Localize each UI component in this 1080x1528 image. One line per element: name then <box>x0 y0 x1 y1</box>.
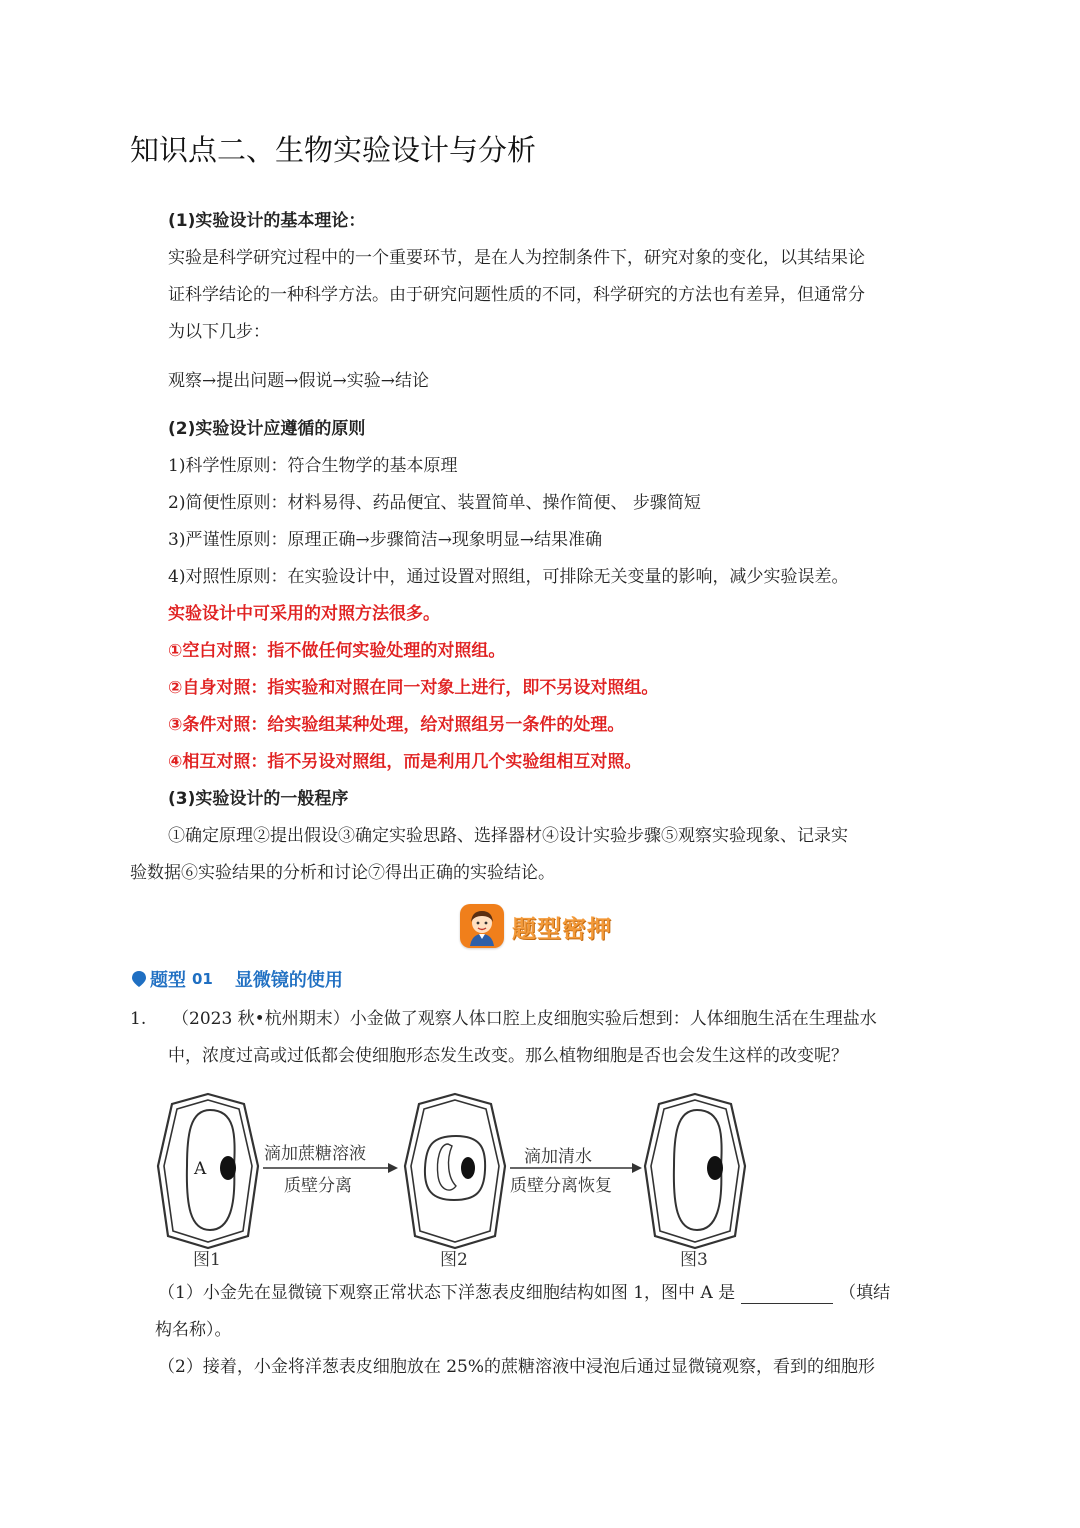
arrow2-bottom-label: 质壁分离恢复 <box>510 1176 612 1196</box>
banner-title: 题型密押 <box>512 914 612 943</box>
answer-blank[interactable] <box>741 1287 833 1304</box>
principle-3: 3)严谨性原则：原理正确→步骤简洁→现象明显→结果准确 <box>168 530 603 550</box>
caption-figure-2: 图2 <box>440 1250 468 1270</box>
type-label: 题型 <box>150 970 186 991</box>
subquestion-1-tail: （填结 <box>839 1283 891 1303</box>
control-method-condition: ③条件对照：给实验组某种处理，给对照组另一条件的处理。 <box>168 715 625 735</box>
question-line-2: 中，浓度过高或过低都会使细胞形态发生改变。那么植物细胞是否也会发生这样的改变呢？ <box>168 1046 848 1066</box>
section1-steps: 观察→提出问题→假说→实验→结论 <box>168 371 429 391</box>
section3-line-2: 验数据⑥实验结果的分析和讨论⑦得出正确的实验结论。 <box>130 863 555 883</box>
type-heading <box>130 966 343 992</box>
subquestion-1-line-2: 构名称）。 <box>155 1320 232 1340</box>
subquestion-1-line-1 <box>158 1282 890 1304</box>
principle-4: 4)对照性原则：在实验设计中，通过设置对照组，可排除无关变量的影响，减少实验误差。 <box>168 567 849 587</box>
type-number: 01 <box>192 970 213 988</box>
cell-figure-3 <box>645 1094 745 1248</box>
question-number: 1. <box>130 1009 147 1029</box>
principle-1: 1)科学性原则：符合生物学的基本原理 <box>168 456 458 476</box>
caption-figure-1: 图1 <box>193 1250 221 1270</box>
location-pin-icon <box>130 970 148 988</box>
control-method-blank: ①空白对照：指不做任何实验处理的对照组。 <box>168 641 506 661</box>
section3-heading: (3)实验设计的一般程序 <box>168 789 349 809</box>
plasmolysis-figure <box>150 1080 750 1275</box>
section2-heading: (2)实验设计应遵循的原则 <box>168 419 366 439</box>
arrow2-top-label: 滴加清水 <box>524 1147 592 1167</box>
caption-figure-3: 图3 <box>680 1250 708 1270</box>
type-name: 显微镜的使用 <box>234 970 343 991</box>
page-title: 知识点二、生物实验设计与分析 <box>130 133 537 167</box>
section1-line-2: 证科学结论的一种科学方法。由于研究问题性质的不同，科学研究的方法也有差异，但通常分 <box>168 285 865 305</box>
question-type-banner <box>460 902 626 950</box>
subquestion-1-text: （1）小金先在显微镜下观察正常状态下洋葱表皮细胞结构如图 1，图中 A 是 <box>158 1283 736 1303</box>
label-A: A <box>194 1159 207 1179</box>
arrow-1 <box>263 1163 398 1173</box>
cell-figure-2 <box>405 1094 505 1248</box>
section1-line-3: 为以下几步： <box>168 322 270 342</box>
subquestion-2: （2）接着，小金将洋葱表皮细胞放在 25%的蔗糖溶液中浸泡后通过显微镜观察，看到的细胞形 <box>158 1357 876 1377</box>
section1-line-1: 实验是科学研究过程中的一个重要环节，是在人为控制条件下，研究对象的变化，以其结果论 <box>168 248 865 268</box>
principle-2: 2)简便性原则：材料易得、药品便宜、装置简单、操作简便、 步骤简短 <box>168 493 701 513</box>
arrow1-bottom-label: 质壁分离 <box>284 1176 352 1196</box>
control-methods-intro: 实验设计中可采用的对照方法很多。 <box>168 604 440 624</box>
arrow1-top-label: 滴加蔗糖溶液 <box>264 1144 366 1164</box>
teacher-avatar-icon <box>460 904 504 948</box>
section3-line-1: ①确定原理②提出假设③确定实验思路、选择器材④设计实验步骤⑤观察实验现象、记录实 <box>168 826 848 846</box>
question-line-1: （2023 秋•杭州期末）小金做了观察人体口腔上皮细胞实验后想到：人体细胞生活在生理盐水 <box>172 1009 877 1029</box>
control-method-self: ②自身对照：指实验和对照在同一对象上进行，即不另设对照组。 <box>168 678 659 698</box>
section1-heading: (1)实验设计的基本理论： <box>168 211 366 231</box>
cell-figure-1 <box>158 1094 258 1248</box>
control-method-mutual: ④相互对照：指不另设对照组，而是利用几个实验组相互对照。 <box>168 752 642 772</box>
